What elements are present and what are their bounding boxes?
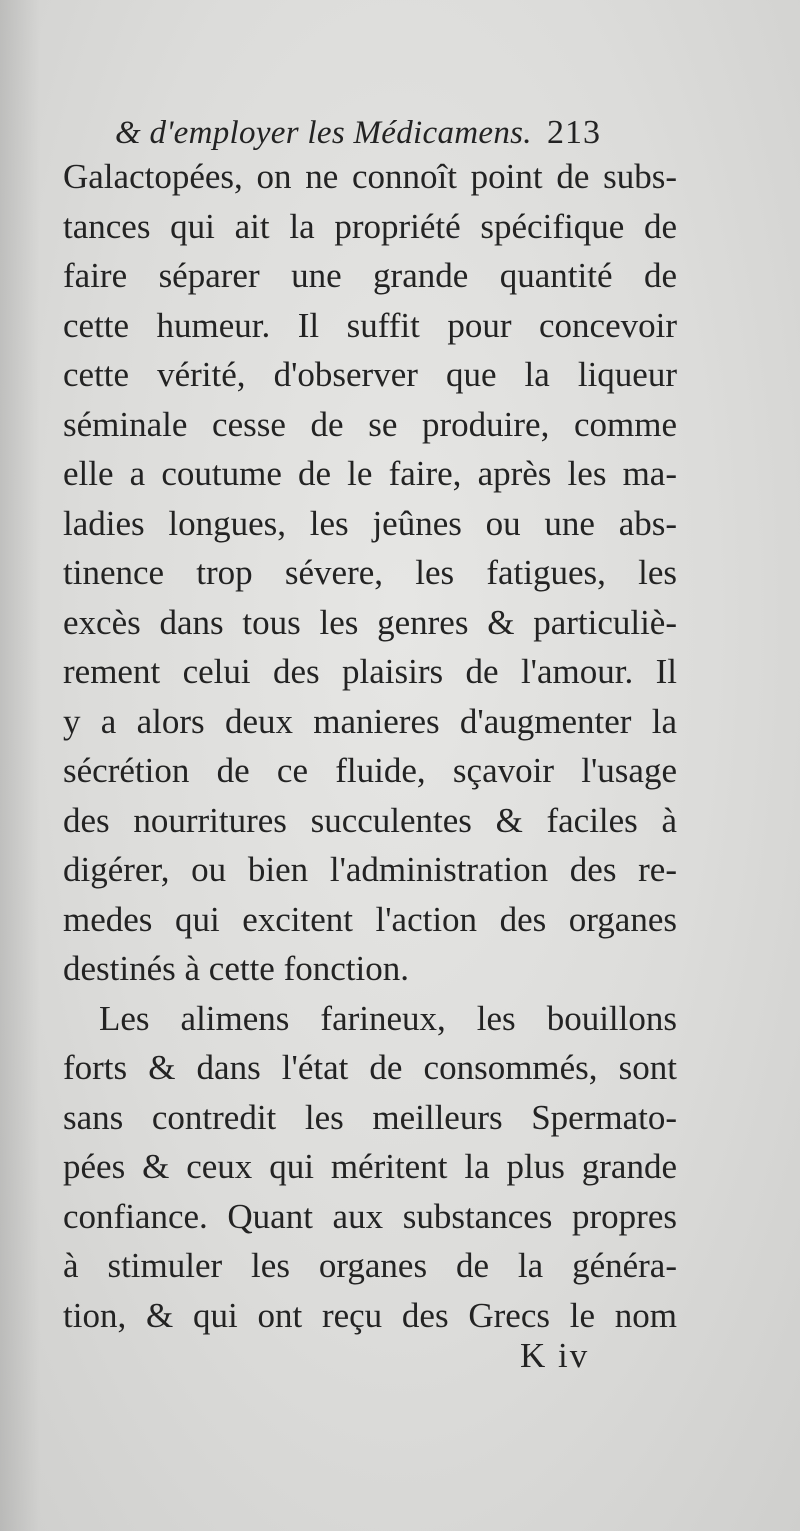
text-line: elle a coutume de le faire, après les ma- [63, 454, 677, 493]
text-line: tion, & qui ont reçu des Grecs le nom [63, 1295, 677, 1335]
text-line: Galactopées, on ne connoît point de subs- [63, 157, 677, 196]
text-line: digérer, ou bien l'administration des re- [63, 850, 677, 889]
running-title: & d'employer les Médicamens. [115, 115, 532, 151]
body-text [63, 152, 677, 1340]
text-line: cette humeur. Il suffit pour concevoir [63, 305, 677, 345]
text-line: destinés à cette fonction. [63, 949, 409, 988]
text-line: sécrétion de ce fluide, sçavoir l'usage [63, 751, 677, 790]
text-line: ladies longues, les jeûnes ou une abs- [63, 503, 677, 543]
text-line: tinence trop sévere, les fatigues, les [63, 553, 677, 592]
text-line: tances qui ait la propriété spécifique de [63, 206, 677, 246]
text-line: Les alimens farineux, les bouillons [99, 998, 677, 1038]
text-line: forts & dans l'état de consommés, sont [63, 1048, 677, 1087]
text-line: rement celui des plaisirs de l'amour. Il [63, 652, 677, 691]
page-number: 213 [547, 114, 601, 151]
text-line: excès dans tous les genres & particuliè- [63, 602, 677, 642]
text-line: medes qui excitent l'action des organes [63, 899, 677, 939]
text-line: séminale cesse de se produire, comme [63, 404, 677, 444]
text-line: des nourritures succulentes & faciles à [63, 800, 677, 840]
running-head [115, 108, 601, 158]
text-line: pées & ceux qui méritent la plus grande [63, 1147, 677, 1186]
text-line: y a alors deux manieres d'augmenter la [63, 701, 677, 741]
text-line: à stimuler les organes de la généra- [63, 1246, 677, 1285]
text-line: cette vérité, d'observer que la liqueur [63, 355, 677, 394]
text-line: sans contredit les meilleurs Spermato- [63, 1097, 677, 1137]
text-line: faire séparer une grande quantité de [63, 256, 677, 295]
signature-mark: K iv [520, 1336, 590, 1375]
text-line: confiance. Quant aux substances propres [63, 1196, 677, 1236]
